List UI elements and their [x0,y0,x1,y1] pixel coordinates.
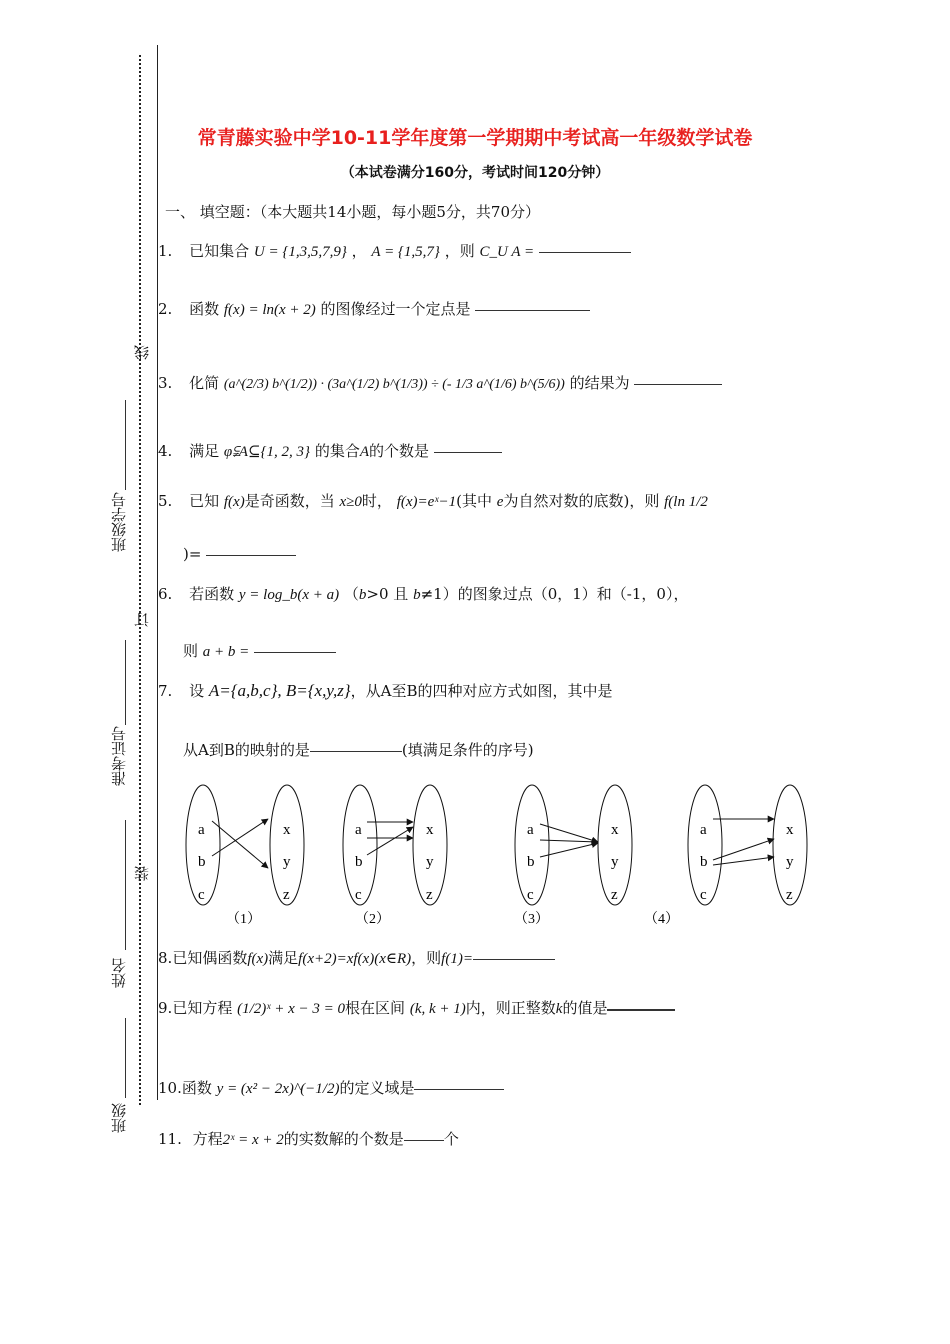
exam-subtitle: （本试卷满分160分，考试时间120分钟） [340,165,610,181]
question-6: 6. 若函数 y = log_b(x + a) （b>0 且 b≠1）的图象过点（0，1）和（-1，0）， [158,585,689,603]
diagram-3-y: y [611,854,619,870]
q8-eq: f(x+2)=xf(x) [298,951,375,967]
q4-answer-blank[interactable] [434,451,502,453]
diagram-3-b: b [527,854,535,870]
q6-expr: y = log_b(x + a) [238,587,340,603]
question-8: 8.已知偶函数f(x)满足f(x+2)=xf(x)(x∈R)，则f(1)= [158,947,555,968]
q1-answer-blank[interactable] [539,251,631,253]
question-2: 2. 函数 f(x) = ln(x + 2) 的图像经过一个定点是 [158,298,590,319]
q6-answer-blank[interactable] [254,651,336,653]
exam-id-label: 准考证号 [110,726,128,786]
diagram-4-c: c [700,887,707,903]
q1-set-u: U = {1,3,5,7,9} [253,244,347,260]
q2-answer-blank[interactable] [475,309,590,311]
class-underline [125,1018,127,1098]
diagram-2 [343,785,447,927]
diagram-3-c: c [527,887,534,903]
q11-expr: 2ˣ = x + 2 [222,1132,284,1148]
question-3: 3. 化简 (a^(2/3) b^(1/2)) · (3a^(1/2) b^(1/3)) ÷ (- 1/3 a^(1/6) b^(5/6)) 的结果为 [158,372,722,393]
binding-dotted-line [139,55,141,1105]
diagram-4-b: b [700,854,708,870]
margin-vertical-rule [157,45,158,1100]
diagram-2-z: z [426,887,433,903]
diagram-1-c: c [198,887,205,903]
diagram-1-y: y [283,854,291,870]
q9-eq: (1/2)ˣ + x − 3 = 0 [237,1001,346,1017]
name-underline [125,820,127,950]
sidebar-zhuang-char: 装 [133,866,151,881]
mapping-diagrams [170,775,830,935]
diagram-2-caption: （2） [355,912,390,927]
question-6-cont: 则 a + b = [183,640,336,661]
question-5-cont: )= [183,545,296,563]
q9-answer-blank[interactable] [607,1008,675,1011]
diagram-3-caption: （3） [514,912,549,927]
class-id-underline [125,400,127,490]
q2-expr: f(x) = ln(x + 2) [223,302,316,318]
q7-sets: A={a,b,c}, B={x,y,z} [208,681,351,700]
class-id-label: 班级学号 [110,492,128,552]
q5-answer-blank[interactable] [206,554,296,556]
diagram-2-a: a [355,822,362,838]
q10-expr: y = (x² − 2x)^(−1/2) [216,1081,340,1097]
diagram-4 [644,785,807,927]
question-1: 1. 已知集合 U = {1,3,5,7,9} ， A = {1,5,7} ，则 C_U A = [158,240,631,261]
q11-answer-blank[interactable] [404,1139,444,1141]
diagram-4-caption: （4） [644,912,679,927]
diagram-1-arrow-b [212,819,268,856]
diagram-1-a: a [198,822,205,838]
diagram-2-y: y [426,854,434,870]
q3-expr: (a^(2/3) b^(1/2)) · (3a^(1/2) b^(1/3)) ÷ (- 1/3 a^(1/6) b^(5/6)) [223,377,565,392]
diagram-3-z: z [611,887,618,903]
section-heading: 一、 填空题：（本大题共14小题，每小题5分，共70分） [165,203,540,221]
question-10: 10.函数 y = (x² − 2x)^(−1/2)的定义域是 [158,1077,504,1098]
diagram-1-x: x [283,822,291,838]
sidebar-ding-char: 订 [133,612,151,627]
diagram-4-arrow-c [713,857,774,865]
diagram-4-y: y [786,854,794,870]
q5-ask: f(ln 1/2 [664,494,708,510]
diagram-3-a: a [527,822,534,838]
q3-answer-blank[interactable] [634,383,722,385]
diagram-2-b: b [355,854,363,870]
diagram-4-a: a [700,822,707,838]
diagram-2-x: x [426,822,434,838]
name-label: 姓名 [110,958,128,988]
diagram-2-c: c [355,887,362,903]
diagram-1-b: b [198,854,206,870]
exam-id-underline [125,640,127,725]
sidebar-line-char: 线 [133,345,151,360]
question-5: 5. 已知 f(x)是奇函数，当 x≥0时， f(x)=eˣ−1(其中 e为自然对数的底数)，则 f(ln 1/2 [158,492,708,510]
q1-set-a: A = {1,5,7} [371,244,440,260]
diagram-4-x: x [786,822,794,838]
diagram-1 [186,785,304,927]
q8-answer-blank[interactable] [473,958,555,960]
question-7-cont: 从A到B的映射的是 (填满足条件的序号) [183,741,534,759]
class-label: 班级 [110,1103,128,1133]
question-9: 9.已知方程 (1/2)ˣ + x − 3 = 0根在区间 (k, k + 1)内，则正整数k的值是 [158,997,675,1018]
diagram-3 [514,785,632,927]
diagram-1-z: z [283,887,290,903]
exam-title: 常青藤实验中学10-11学年度第一学期期中考试高一年级数学试卷 [197,127,753,149]
diagram-3-x: x [611,822,619,838]
diagram-4-z: z [786,887,793,903]
q10-answer-blank[interactable] [414,1088,504,1090]
q4-expr: φ⫋A⊆{1, 2, 3} [223,444,311,460]
diagram-1-caption: （1） [226,912,261,927]
question-7: 7. 设 A={a,b,c}, B={x,y,z}，从A至B的四种对应方式如图，其中是 [158,681,613,700]
question-4: 4. 满足 φ⫋A⊆{1, 2, 3} 的集合A的个数是 [158,440,502,461]
question-11: 11. 方程2ˣ = x + 2的实数解的个数是 个 [158,1130,459,1148]
diagram-2-arrow-c [367,827,413,855]
q1-expr: C_U A = [479,244,535,260]
q7-answer-blank[interactable] [310,750,402,752]
